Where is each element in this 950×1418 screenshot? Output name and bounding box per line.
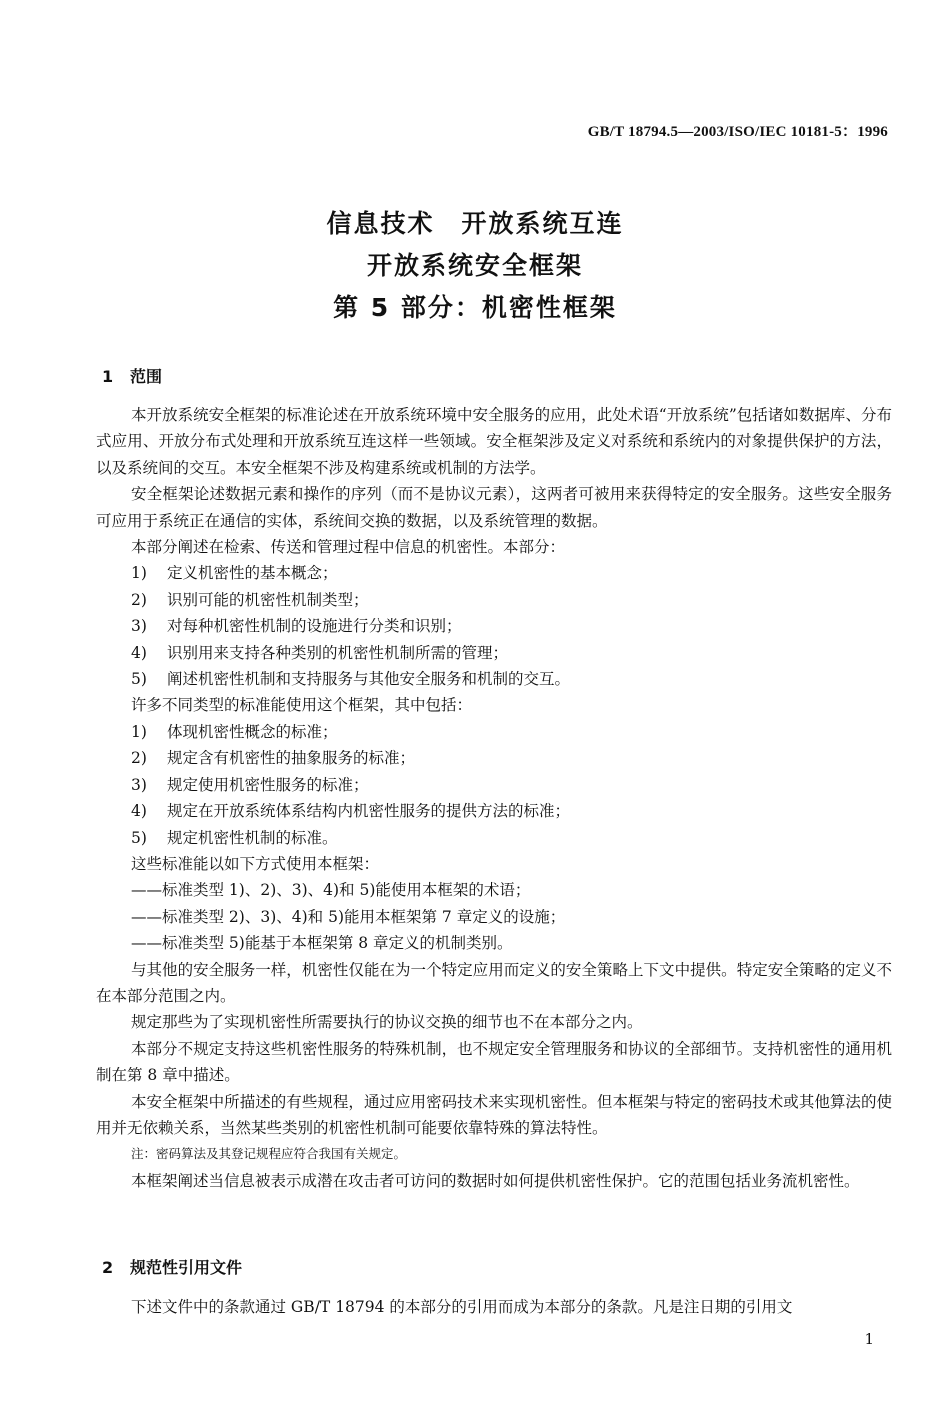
section-2-body: [96, 1294, 892, 1320]
paragraph: 本部分阐述在检索、传送和管理过程中信息的机密性。本部分：: [131, 538, 566, 557]
paragraph: 下述文件中的条款通过 GB/T 18794 的本部分的引用而成为本部分的条款。凡是注日期的引用文: [131, 1298, 793, 1316]
paragraph: 安全框架论述数据元素和操作的序列（而不是协议元素），这两者可被用来获得特定的安全服务。这些安全服务可应用于系统正在通信的实体，系统间交换的数据，以及系统管理的数据。: [96, 485, 892, 530]
list-item: 4) 规定在开放系统体系结构内机密性服务的提供方法的标准；: [131, 802, 571, 821]
paragraph: 这些标准能以如下方式使用本框架：: [131, 854, 380, 873]
dash-item: ——标准类型 2)、3)、4)和 5)能用本框架第 7 章定义的设施；: [131, 907, 566, 926]
dash-item: ——标准类型 5)能基于本框架第 8 章定义的机制类别。: [131, 934, 513, 953]
document-title: [0, 203, 950, 329]
paragraph: 本框架阐述当信息被表示成潜在攻击者可访问的数据时如何提供机密性保护。它的范围包括业务流机密性。: [131, 1171, 860, 1190]
paragraph: 本开放系统安全框架的标准论述在开放系统环境中安全服务的应用，此处术语“开放系统”包括诸如数据库、分布式应用、开放分布式处理和开放系统互连这样一些领域。安全框架涉及定义对系统和系统内的对象提供保护的方法，以及系统间的交互。本安全框架不涉及构建系统或机制的方法学。: [96, 406, 892, 477]
title-line-2: 开放系统安全框架: [366, 251, 583, 280]
paragraph: 许多不同类型的标准能使用这个框架，其中包括：: [131, 696, 473, 715]
list-item: 5) 阐述机密性机制和支持服务与其他安全服务和机制的交互。: [131, 670, 571, 689]
title-line-3: 第 5 部分：机密性框架: [333, 293, 617, 322]
section-2-heading: [102, 1255, 242, 1278]
list-item: 3) 规定使用机密性服务的标准；: [131, 775, 369, 794]
page-number: 1: [864, 1330, 874, 1348]
list-item: 1) 体现机密性概念的标准；: [131, 722, 338, 741]
list-item: 3) 对每种机密性机制的设施进行分类和识别；: [131, 617, 462, 636]
note: 注：密码算法及其登记规程应符合我国有关规定。: [131, 1146, 407, 1162]
paragraph: 本安全框架中所描述的有些规程，通过应用密码技术来实现机密性。但本框架与特定的密码技术或其他算法的使用并无依赖关系，当然某些类别的机密性机制可能要依靠特殊的算法特性。: [96, 1092, 892, 1137]
list-item: 1) 定义机密性的基本概念；: [131, 564, 338, 583]
list-item: 2) 识别可能的机密性机制类型；: [131, 590, 369, 609]
paragraph: 规定那些为了实现机密性所需要执行的协议交换的细节也不在本部分之内。: [131, 1013, 643, 1032]
title-line-1: 信息技术 开放系统互连: [326, 209, 624, 238]
paragraph: 与其他的安全服务一样，机密性仅能在为一个特定应用而定义的安全策略上下文中提供。特定安全策略的定义不在本部分范围之内。: [96, 960, 892, 1005]
section-1-heading: [102, 364, 162, 387]
dash-item: ——标准类型 1)、2)、3)、4)和 5)能使用本框架的术语；: [131, 881, 531, 900]
paragraph: 本部分不规定支持这些机密性服务的特殊机制，也不规定安全管理服务和协议的全部细节。支持机密性的通用机制在第 8 章中描述。: [96, 1039, 892, 1085]
section-number: 2: [102, 1258, 114, 1277]
section-number: 1: [102, 367, 114, 386]
section-1-body: [96, 402, 892, 1194]
standard-code: GB/T 18794.5—2003/ISO/IEC 10181-5：1996: [587, 124, 888, 140]
list-item: 4) 识别用来支持各种类别的机密性机制所需的管理；: [131, 643, 509, 662]
section-title: 范围: [130, 367, 163, 386]
section-title: 规范性引用文件: [130, 1258, 243, 1277]
list-item: 2) 规定含有机密性的抽象服务的标准；: [131, 749, 416, 768]
list-item: 5) 规定机密性机制的标准。: [131, 828, 338, 847]
